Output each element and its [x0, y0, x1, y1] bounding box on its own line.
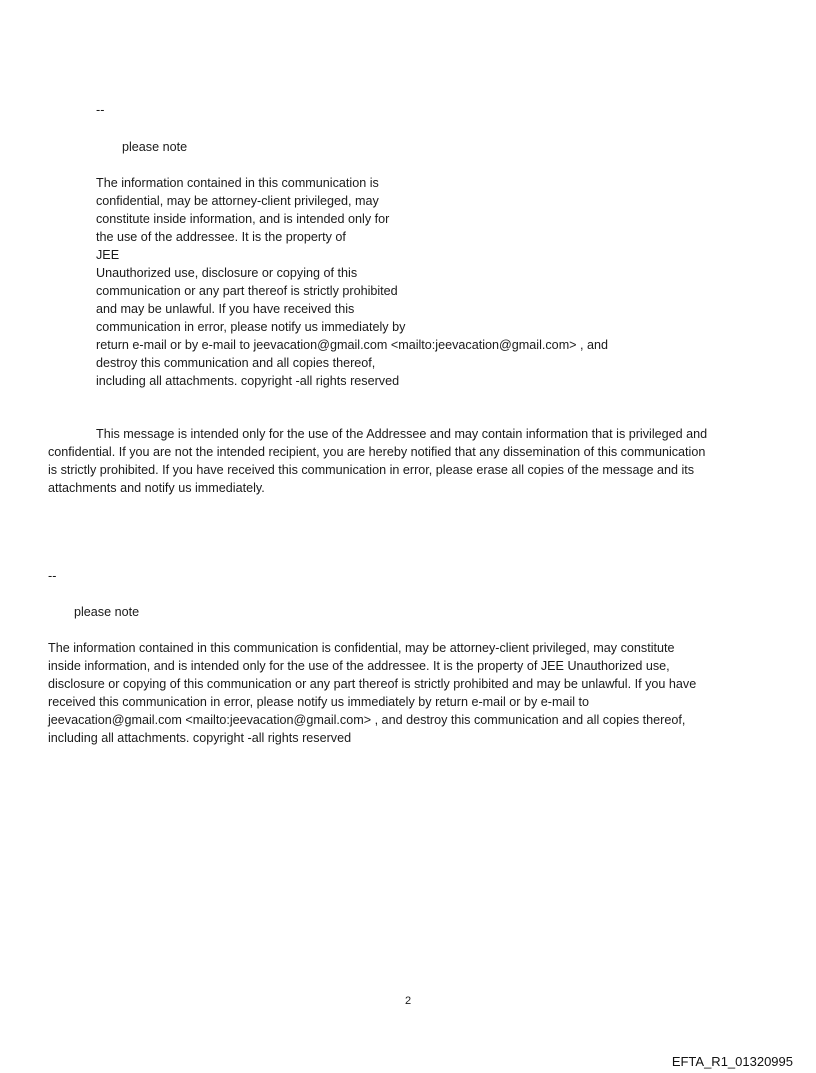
notice-line: constitute inside information, and is intended only for	[96, 212, 390, 226]
notice-line: received this communication in error, please notify us immediately by return e-mail or by e-mail to	[48, 695, 590, 709]
notice-line: The information contained in this communication is confidential, may be attorney-client privileged, may constitute	[48, 641, 675, 655]
notice-line: and may be unlawful. If you have received this	[96, 302, 355, 316]
notice-line: The information contained in this communication is	[96, 176, 379, 190]
notice-line: including all attachments. copyright -all rights reserved	[96, 374, 400, 388]
separator-2: --	[48, 569, 57, 583]
notice-line: jeevacation@gmail.com <mailto:jeevacation@gmail.com> , and destroy this communication and all copies thereof,	[48, 713, 686, 727]
notice-line: communication or any part thereof is strictly prohibited	[96, 284, 398, 298]
notice-line: inside information, and is intended only for the use of the addressee. It is the property of JEE Unauthorized use,	[48, 659, 670, 673]
disclaimer-line: This message is intended only for the use of the Addressee and may contain information that is privileged and	[96, 427, 708, 441]
notice-line: the use of the addressee. It is the property of	[96, 230, 346, 244]
notice-line: JEE	[96, 248, 120, 262]
notice-line: including all attachments. copyright -all rights reserved	[48, 731, 352, 745]
notice-paragraph-2	[48, 639, 696, 747]
notice-paragraph-1	[96, 174, 608, 390]
notice-line: communication in error, please notify us immediately by	[96, 320, 406, 334]
notice-line: destroy this communication and all copies thereof,	[96, 356, 376, 370]
please-note-heading-1: please note	[122, 140, 188, 154]
separator-1: --	[96, 103, 105, 117]
notice-line: Unauthorized use, disclosure or copying of this	[96, 266, 358, 280]
please-note-heading-2: please note	[74, 605, 140, 619]
notice-line: disclosure or copying of this communication or any part thereof is strictly prohibited and may be unlawful. If you have	[48, 677, 697, 691]
notice-line: confidential, may be attorney-client privileged, may	[96, 194, 379, 208]
disclaimer-line: confidential. If you are not the intended recipient, you are hereby notified that any dissemination of this communication	[48, 445, 706, 459]
disclaimer-line: attachments and notify us immediately.	[48, 481, 265, 495]
page-number: 2	[404, 995, 412, 1007]
disclaimer-paragraph	[48, 425, 707, 497]
notice-line: return e-mail or by e-mail to jeevacation@gmail.com <mailto:jeevacation@gmail.com> , and	[96, 338, 609, 352]
document-id: EFTA_R1_01320995	[671, 1054, 793, 1069]
disclaimer-line: is strictly prohibited. If you have received this communication in error, please erase all copies of the message and its	[48, 463, 695, 477]
